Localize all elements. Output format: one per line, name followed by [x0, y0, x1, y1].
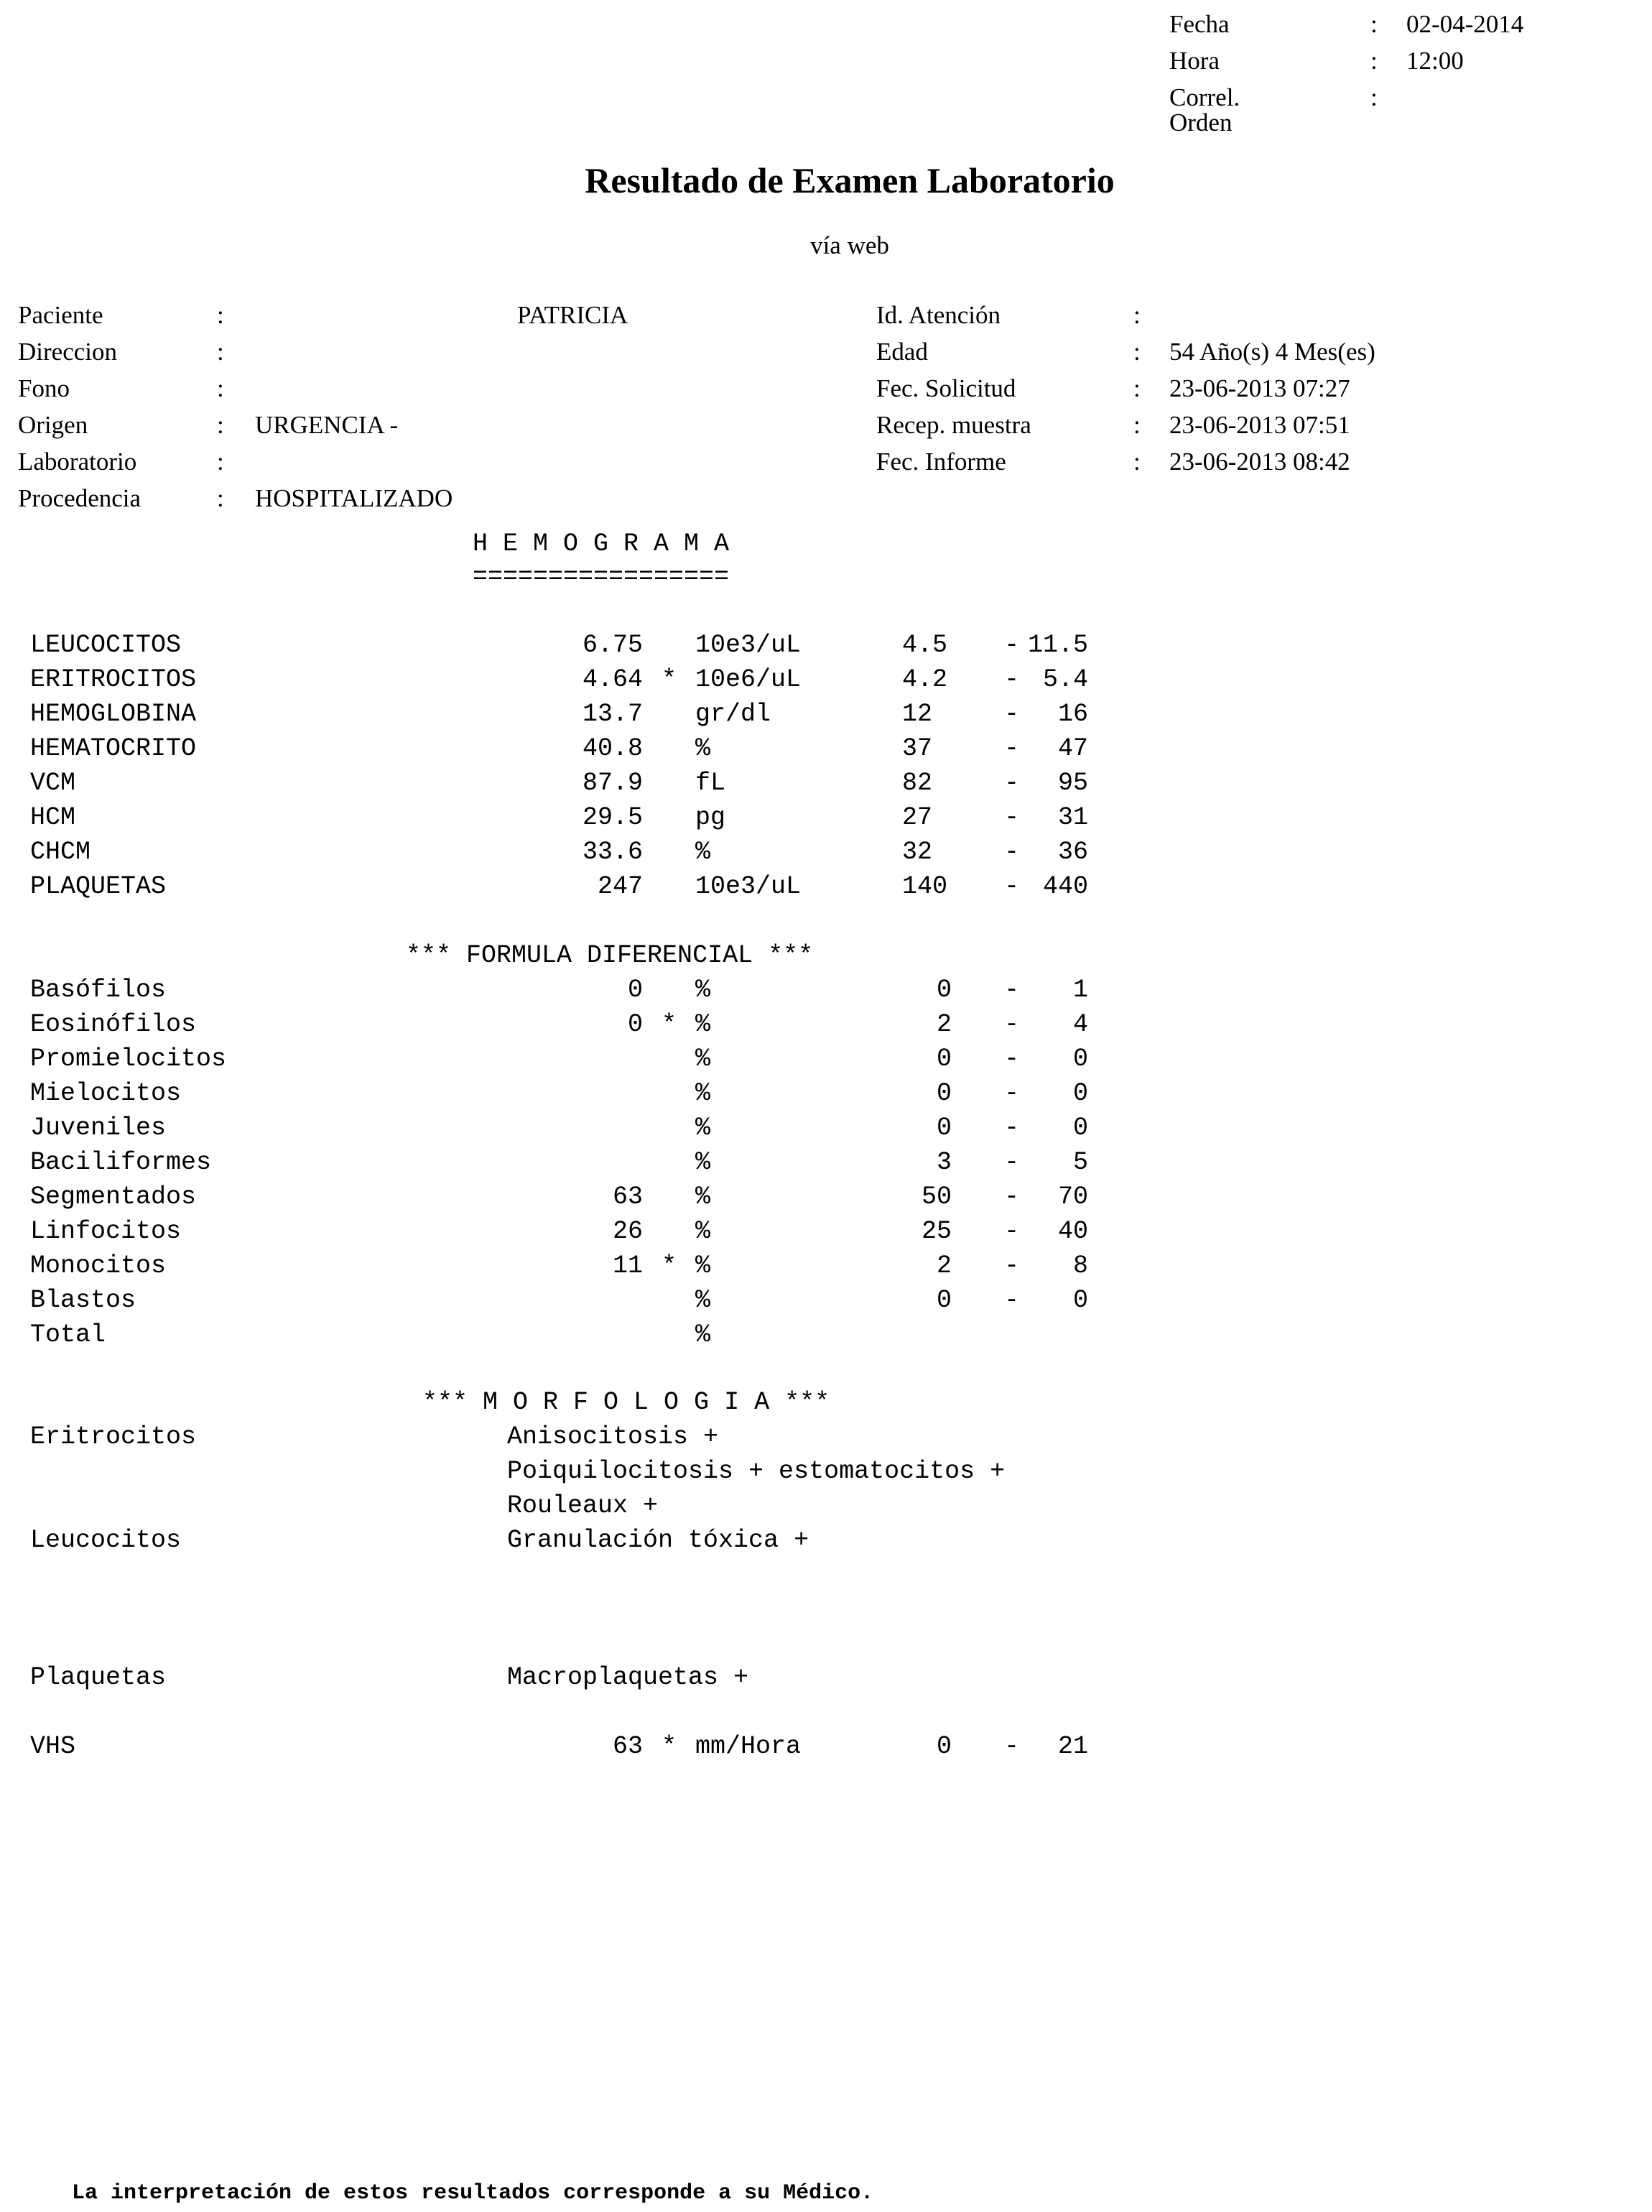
result-name: Linfocitos: [30, 1217, 182, 1246]
report-subtitle: vía web: [810, 231, 889, 259]
result-name: Baciliformes: [30, 1148, 212, 1177]
leucocitos-morf-line: Granulación tóxica +: [507, 1526, 809, 1555]
paciente-value: PATRICIA: [517, 301, 628, 329]
result-row: [0, 1320, 1652, 1357]
result-name: Eosinófilos: [30, 1010, 197, 1039]
result-unit: %: [695, 976, 711, 1004]
result-row: [0, 1288, 1652, 1323]
result-row: [0, 805, 1652, 840]
patient-row: [0, 376, 1652, 412]
result-unit: %: [695, 1045, 711, 1073]
result-ref-dash: -: [1004, 1079, 1020, 1108]
result-row: [0, 1150, 1652, 1185]
result-row: [0, 667, 1652, 702]
fec-solicitud-label: Fec. Solicitud: [876, 374, 1016, 402]
eritrocitos-morf-label: Eritrocitos: [30, 1422, 197, 1451]
result-ref-dash: -: [1004, 1114, 1020, 1142]
laboratorio-label: Laboratorio: [18, 448, 137, 476]
result-ref-high: 40: [1057, 1217, 1088, 1246]
eritrocitos-morf-line: Anisocitosis +: [507, 1422, 719, 1451]
plaquetas-morf-line: Macroplaquetas +: [507, 1663, 749, 1692]
patient-row: [0, 486, 1652, 522]
patient-row: [0, 412, 1652, 449]
result-ref-dash: -: [1004, 769, 1020, 797]
id-atencion-label: Id. Atención: [876, 301, 1001, 329]
origen-colon: :: [217, 411, 224, 439]
result-value: 26: [612, 1217, 643, 1246]
paciente-label: Paciente: [18, 301, 103, 329]
result-ref-low: 12: [902, 700, 933, 728]
result-value: 63: [612, 1183, 643, 1211]
result-ref-low: 2: [936, 1010, 952, 1039]
correl-colon: :: [1370, 83, 1378, 111]
result-name: HEMATOCRITO: [30, 734, 197, 763]
morfologia-title: *** M O R F O L O G I A ***: [422, 1388, 830, 1417]
fecha-label: Fecha: [1169, 10, 1230, 38]
result-name: Blastos: [30, 1286, 136, 1315]
result-unit: pg: [695, 803, 726, 832]
result-ref-dash: -: [1004, 1217, 1020, 1246]
result-unit: %: [695, 1148, 711, 1177]
result-unit: %: [695, 1183, 711, 1211]
result-ref-low: 25: [921, 1217, 952, 1246]
result-ref-high: 0: [1072, 1079, 1088, 1108]
result-value: 13.7: [582, 700, 643, 728]
result-row: [0, 1012, 1652, 1047]
result-ref-high: 4: [1072, 1010, 1088, 1039]
result-unit: 10e3/uL: [695, 872, 802, 901]
origen-label: Origen: [18, 411, 88, 439]
result-ref-low: 0: [936, 976, 952, 1004]
result-ref-dash: -: [1004, 976, 1020, 1004]
result-name: LEUCOCITOS: [30, 631, 182, 660]
result-ref-high: 0: [1072, 1114, 1088, 1142]
fono-colon: :: [217, 374, 224, 402]
result-ref-dash: -: [1004, 1732, 1020, 1761]
procedencia-value: HOSPITALIZADO: [255, 484, 453, 512]
result-value: 0: [627, 1010, 643, 1039]
result-ref-low: 82: [902, 769, 933, 797]
result-name: VCM: [30, 769, 76, 797]
result-unit: 10e6/uL: [695, 665, 802, 694]
result-unit: 10e3/uL: [695, 631, 802, 660]
result-ref-low: 37: [902, 734, 933, 763]
result-ref-low: 50: [921, 1183, 952, 1211]
result-ref-dash: -: [1004, 1286, 1020, 1315]
result-name: Segmentados: [30, 1183, 197, 1211]
result-name: Monocitos: [30, 1251, 167, 1280]
result-ref-high: 8: [1072, 1251, 1088, 1280]
result-unit: gr/dl: [695, 700, 771, 728]
result-value: 4.64: [582, 665, 643, 694]
correl-label: Correl. Orden: [1169, 83, 1240, 136]
result-unit: mm/Hora: [695, 1732, 802, 1761]
result-ref-dash: -: [1004, 838, 1020, 866]
result-ref-dash: -: [1004, 1251, 1020, 1280]
result-ref-dash: -: [1004, 1045, 1020, 1073]
edad-value: 54 Año(s) 4 Mes(es): [1169, 338, 1375, 366]
result-ref-low: 32: [902, 838, 933, 866]
result-name: Juveniles: [30, 1114, 167, 1142]
result-ref-low: 27: [902, 803, 933, 832]
fec-solicitud-value: 23-06-2013 07:27: [1169, 374, 1350, 402]
result-ref-dash: -: [1004, 665, 1020, 694]
hemograma-underline: =================: [473, 563, 730, 591]
result-name: ERITROCITOS: [30, 665, 197, 694]
result-ref-high: 95: [1057, 769, 1088, 797]
edad-label: Edad: [876, 338, 928, 366]
result-unit: %: [695, 1251, 711, 1280]
result-row: [0, 874, 1652, 909]
result-name: HEMOGLOBINA: [30, 700, 197, 728]
result-ref-high: 36: [1057, 838, 1088, 866]
result-unit: %: [695, 1217, 711, 1246]
result-unit: %: [695, 1286, 711, 1315]
result-ref-high: 5: [1072, 1148, 1088, 1177]
result-row: [0, 771, 1652, 805]
result-value: 63: [612, 1732, 643, 1761]
result-ref-high: 47: [1057, 734, 1088, 763]
result-ref-high: 70: [1057, 1183, 1088, 1211]
result-flag: *: [662, 1732, 677, 1761]
procedencia-label: Procedencia: [18, 484, 141, 512]
result-name: Total: [30, 1320, 106, 1349]
result-ref-high: 11.5: [1027, 631, 1088, 660]
result-ref-low: 2: [936, 1251, 952, 1280]
result-ref-low: 140: [902, 872, 948, 901]
result-value: 6.75: [582, 631, 643, 660]
result-ref-dash: -: [1004, 700, 1020, 728]
result-row: [0, 702, 1652, 736]
result-value: 0: [627, 976, 643, 1004]
result-row: [0, 978, 1652, 1012]
result-flag: *: [662, 1251, 677, 1280]
result-row: [0, 1251, 1652, 1288]
result-ref-low: 3: [936, 1148, 952, 1177]
origen-value: URGENCIA -: [255, 411, 399, 439]
result-ref-dash: -: [1004, 803, 1020, 832]
result-ref-high: 21: [1057, 1732, 1088, 1761]
plaquetas-morf-label: Plaquetas: [30, 1663, 167, 1692]
fec-informe-value: 23-06-2013 08:42: [1169, 448, 1350, 476]
result-unit: %: [695, 1114, 711, 1142]
result-ref-high: 0: [1072, 1045, 1088, 1073]
result-unit: %: [695, 838, 711, 866]
result-ref-low: 0: [936, 1286, 952, 1315]
result-value: 40.8: [582, 734, 643, 763]
result-ref-dash: -: [1004, 1148, 1020, 1177]
result-unit: fL: [695, 769, 726, 797]
vhs-row: [0, 1734, 1652, 1769]
result-ref-low: 4.5: [902, 631, 948, 660]
recep-muestra-colon: :: [1133, 411, 1141, 439]
hemograma-title: H E M O G R A M A: [473, 529, 730, 558]
footer-disclaimer: La interpretación de estos resultados corresponde a su Médico.: [72, 2181, 874, 2206]
formula-title: *** FORMULA DIFERENCIAL ***: [406, 941, 814, 970]
result-value: 29.5: [582, 803, 643, 832]
eritrocitos-morf-line: Rouleaux +: [507, 1491, 659, 1520]
edad-colon: :: [1133, 338, 1141, 366]
fono-label: Fono: [18, 374, 70, 402]
result-ref-high: 440: [1042, 872, 1088, 901]
result-flag: *: [662, 1010, 677, 1039]
result-row: [0, 1081, 1652, 1116]
result-value: 247: [597, 872, 643, 901]
result-name: VHS: [30, 1732, 76, 1761]
result-name: CHCM: [30, 838, 91, 866]
result-row: [0, 1116, 1652, 1150]
hora-label: Hora: [1169, 47, 1220, 75]
result-row: [0, 1219, 1652, 1254]
report-title: Resultado de Examen Laboratorio: [585, 160, 1115, 200]
hora-colon: :: [1370, 47, 1378, 75]
result-unit: %: [695, 1010, 711, 1039]
result-flag: *: [662, 665, 677, 694]
result-row: [0, 840, 1652, 874]
result-ref-low: 0: [936, 1079, 952, 1108]
hora-value: 12:00: [1406, 47, 1464, 75]
result-unit: %: [695, 1320, 711, 1349]
result-value: 11: [612, 1251, 643, 1280]
result-ref-low: 0: [936, 1045, 952, 1073]
patient-row: [0, 449, 1652, 486]
patient-row: [0, 302, 1652, 339]
result-ref-high: 0: [1072, 1286, 1088, 1315]
id-atencion-colon: :: [1133, 301, 1141, 329]
result-row: [0, 633, 1652, 667]
patient-row: [0, 339, 1652, 376]
result-unit: %: [695, 1079, 711, 1108]
eritrocitos-morf-line: Poiquilocitosis + estomatocitos +: [507, 1457, 1006, 1486]
result-name: HCM: [30, 803, 76, 832]
result-ref-low: 4.2: [902, 665, 948, 694]
result-ref-low: 0: [936, 1114, 952, 1142]
result-ref-high: 1: [1072, 976, 1088, 1004]
fec-informe-label: Fec. Informe: [876, 448, 1006, 476]
result-ref-dash: -: [1004, 872, 1020, 901]
result-name: Mielocitos: [30, 1079, 182, 1108]
result-ref-dash: -: [1004, 1010, 1020, 1039]
laboratorio-colon: :: [217, 448, 224, 476]
result-ref-dash: -: [1004, 734, 1020, 763]
direccion-colon: :: [217, 338, 224, 366]
paciente-colon: :: [217, 301, 224, 329]
result-ref-high: 31: [1057, 803, 1088, 832]
fec-informe-colon: :: [1133, 448, 1141, 476]
result-value: 87.9: [582, 769, 643, 797]
result-name: PLAQUETAS: [30, 872, 167, 901]
result-value: 33.6: [582, 838, 643, 866]
fecha-colon: :: [1370, 10, 1378, 38]
result-name: Basófilos: [30, 976, 167, 1004]
leucocitos-morf-label: Leucocitos: [30, 1526, 182, 1555]
direccion-label: Direccion: [18, 338, 117, 366]
result-ref-high: 16: [1057, 700, 1088, 728]
result-ref-dash: -: [1004, 631, 1020, 660]
recep-muestra-label: Recep. muestra: [876, 411, 1031, 439]
result-row: [0, 1185, 1652, 1219]
procedencia-colon: :: [217, 484, 224, 512]
result-ref-dash: -: [1004, 1183, 1020, 1211]
result-name: Promielocitos: [30, 1045, 227, 1073]
fecha-value: 02-04-2014: [1406, 10, 1524, 38]
result-unit: %: [695, 734, 711, 763]
result-ref-low: 0: [936, 1732, 952, 1761]
result-row: [0, 736, 1652, 771]
result-ref-high: 5.4: [1042, 665, 1088, 694]
fec-solicitud-colon: :: [1133, 374, 1141, 402]
recep-muestra-value: 23-06-2013 07:51: [1169, 411, 1350, 439]
result-row: [0, 1047, 1652, 1081]
